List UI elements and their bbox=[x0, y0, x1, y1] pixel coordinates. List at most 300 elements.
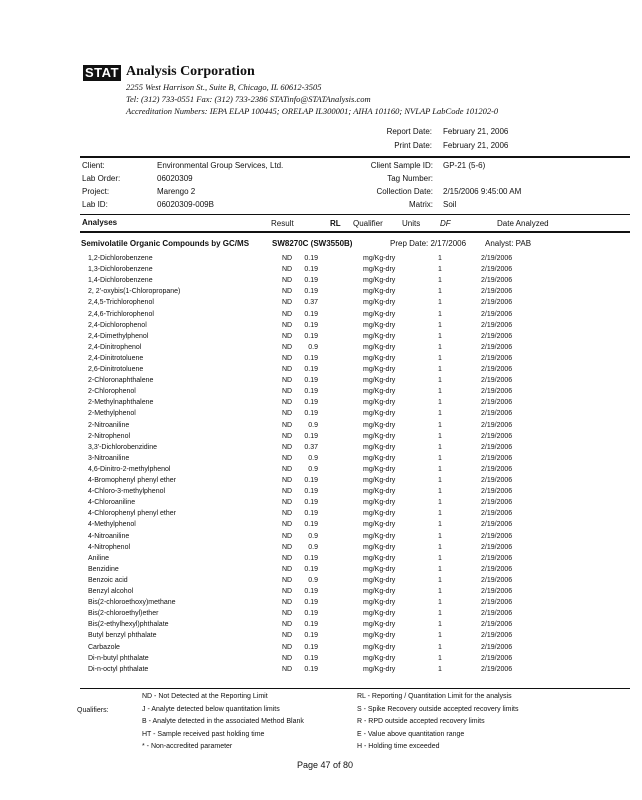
lab-id-value: 06020309-009B bbox=[157, 200, 214, 209]
client-label: Client: bbox=[82, 161, 105, 170]
units: mg/Kg-dry bbox=[363, 299, 396, 307]
dilution-factor: 1 bbox=[438, 488, 442, 496]
reporting-limit: 0.19 bbox=[304, 588, 318, 595]
matrix-value: Soil bbox=[443, 200, 457, 209]
date-analyzed: 2/19/2006 bbox=[481, 277, 513, 285]
dilution-factor: 1 bbox=[438, 576, 442, 584]
dilution-factor: 1 bbox=[438, 632, 442, 640]
table-row bbox=[0, 566, 642, 577]
dilution-factor: 1 bbox=[438, 432, 442, 440]
reporting-limit: 0.37 bbox=[304, 299, 318, 307]
reporting-limit: 0.9 bbox=[308, 576, 318, 584]
col-result: Result bbox=[271, 219, 294, 228]
analyte-name: 4-Methylphenol bbox=[88, 521, 136, 529]
reporting-limit: 0.19 bbox=[304, 499, 318, 507]
result: ND bbox=[282, 643, 293, 651]
analyte-name: 2,4-Dinitrophenol bbox=[88, 343, 142, 351]
lab-order-value: 06020309 bbox=[157, 174, 193, 183]
dilution-factor: 1 bbox=[438, 399, 442, 407]
reporting-limit: 0.19 bbox=[304, 654, 318, 662]
analyte-name: 4,6-Dinitro-2-methylphenol bbox=[88, 465, 171, 473]
result: ND bbox=[282, 654, 293, 662]
client-value: Environmental Group Services, Ltd. bbox=[157, 161, 284, 170]
date-analyzed: 2/19/2006 bbox=[481, 410, 513, 418]
sample-id-label: Client Sample ID: bbox=[370, 161, 433, 170]
result: ND bbox=[282, 576, 293, 584]
date-analyzed: 2/19/2006 bbox=[481, 432, 513, 440]
result: ND bbox=[282, 299, 293, 307]
divider bbox=[80, 231, 630, 233]
date-analyzed: 2/19/2006 bbox=[481, 421, 513, 429]
analyte-name: 2-Methylphenol bbox=[88, 410, 136, 418]
result: ND bbox=[282, 343, 293, 351]
units: mg/Kg-dry bbox=[363, 532, 396, 540]
units: mg/Kg-dry bbox=[363, 554, 396, 562]
table-row bbox=[0, 533, 642, 544]
table-row bbox=[0, 599, 642, 610]
analyte-name: Benzidine bbox=[88, 565, 119, 573]
result: ND bbox=[282, 410, 293, 418]
reporting-limit: 0.19 bbox=[304, 510, 318, 518]
date-analyzed: 2/19/2006 bbox=[481, 621, 513, 629]
dilution-factor: 1 bbox=[438, 499, 442, 507]
dilution-factor: 1 bbox=[438, 410, 442, 418]
table-row bbox=[0, 266, 642, 277]
date-analyzed: 2/19/2006 bbox=[481, 465, 513, 473]
dilution-factor: 1 bbox=[438, 599, 442, 607]
date-analyzed: 2/19/2006 bbox=[481, 643, 513, 651]
result: ND bbox=[282, 588, 293, 595]
accreditation: Accreditation Numbers: IEPA ELAP 100445; ORELAP IL300001; AIHA 101160; NVLAP LabCode 101202-0 bbox=[126, 106, 499, 116]
analyte-name: 2,4-Dimethylphenol bbox=[88, 332, 149, 340]
units: mg/Kg-dry bbox=[363, 643, 396, 651]
result: ND bbox=[282, 665, 293, 673]
reporting-limit: 0.19 bbox=[304, 388, 318, 396]
date-analyzed: 2/19/2006 bbox=[481, 488, 513, 496]
page-number: Page 47 of 80 bbox=[297, 760, 354, 770]
units: mg/Kg-dry bbox=[363, 576, 396, 584]
table-row bbox=[0, 377, 642, 388]
table-row bbox=[0, 322, 642, 333]
table-row bbox=[0, 344, 642, 355]
dilution-factor: 1 bbox=[438, 610, 442, 618]
result: ND bbox=[282, 465, 293, 473]
units: mg/Kg-dry bbox=[363, 510, 396, 518]
analyte-name: 4-Chlorophenyl phenyl ether bbox=[88, 510, 176, 518]
result: ND bbox=[282, 632, 293, 640]
units: mg/Kg-dry bbox=[363, 621, 396, 629]
dilution-factor: 1 bbox=[438, 588, 442, 595]
result: ND bbox=[282, 377, 293, 385]
result: ND bbox=[282, 354, 293, 362]
reporting-limit: 0.9 bbox=[308, 532, 318, 540]
date-analyzed: 2/19/2006 bbox=[481, 521, 513, 529]
table-row bbox=[0, 366, 642, 377]
reporting-limit: 0.19 bbox=[304, 366, 318, 373]
result: ND bbox=[282, 532, 293, 540]
table-row bbox=[0, 499, 642, 510]
dilution-factor: 1 bbox=[438, 477, 442, 484]
qualifier-definition: RL - Reporting / Quantitation Limit for the analysis bbox=[357, 693, 512, 700]
date-analyzed: 2/19/2006 bbox=[481, 588, 513, 595]
collection-date-value: 2/15/2006 9:45:00 AM bbox=[443, 187, 522, 196]
dilution-factor: 1 bbox=[438, 665, 442, 673]
dilution-factor: 1 bbox=[438, 255, 442, 262]
analyte-name: Di-n-butyl phthalate bbox=[88, 654, 149, 662]
col-date-analyzed: Date Analyzed bbox=[497, 219, 549, 228]
date-analyzed: 2/19/2006 bbox=[481, 354, 513, 362]
result: ND bbox=[282, 399, 293, 407]
result: ND bbox=[282, 443, 293, 451]
dilution-factor: 1 bbox=[438, 421, 442, 429]
dilution-factor: 1 bbox=[438, 377, 442, 385]
project-value: Marengo 2 bbox=[157, 187, 196, 196]
date-analyzed: 2/19/2006 bbox=[481, 310, 513, 318]
units: mg/Kg-dry bbox=[363, 654, 396, 662]
qualifier-definition: S - Spike Recovery outside accepted recovery limits bbox=[357, 705, 519, 713]
reporting-limit: 0.9 bbox=[308, 543, 318, 551]
table-row bbox=[0, 255, 642, 266]
date-analyzed: 2/19/2006 bbox=[481, 399, 513, 407]
result: ND bbox=[282, 321, 293, 329]
analyte-name: 2-Nitroaniline bbox=[88, 421, 130, 429]
date-analyzed: 2/19/2006 bbox=[481, 266, 513, 274]
report-date-label: Report Date: bbox=[386, 127, 432, 136]
dilution-factor: 1 bbox=[438, 443, 442, 451]
units: mg/Kg-dry bbox=[363, 443, 396, 451]
result: ND bbox=[282, 277, 293, 285]
analyte-name: 2-Chloronaphthalene bbox=[88, 377, 154, 385]
analyte-name: 2-Chlorophenol bbox=[88, 388, 136, 396]
divider bbox=[80, 688, 630, 689]
analyte-name: Aniline bbox=[88, 554, 110, 562]
reporting-limit: 0.19 bbox=[304, 266, 318, 274]
table-row bbox=[0, 422, 642, 433]
print-date-value: February 21, 2006 bbox=[443, 141, 509, 150]
table-row bbox=[0, 455, 642, 466]
units: mg/Kg-dry bbox=[363, 354, 396, 362]
collection-date-label: Collection Date: bbox=[376, 187, 433, 196]
reporting-limit: 0.19 bbox=[304, 277, 318, 285]
units: mg/Kg-dry bbox=[363, 421, 396, 429]
table-row bbox=[0, 588, 642, 599]
report-date-value: February 21, 2006 bbox=[443, 127, 509, 136]
units: mg/Kg-dry bbox=[363, 377, 396, 385]
result: ND bbox=[282, 599, 293, 607]
reporting-limit: 0.19 bbox=[304, 621, 318, 629]
date-analyzed: 2/19/2006 bbox=[481, 499, 513, 507]
units: mg/Kg-dry bbox=[363, 266, 396, 274]
reporting-limit: 0.19 bbox=[304, 310, 318, 318]
result: ND bbox=[282, 543, 293, 551]
units: mg/Kg-dry bbox=[363, 432, 396, 440]
date-analyzed: 2/19/2006 bbox=[481, 599, 513, 607]
analyte-name: 4-Nitrophenol bbox=[88, 543, 131, 551]
table-row bbox=[0, 410, 642, 421]
analyte-name: Butyl benzyl phthalate bbox=[88, 632, 157, 640]
table-row bbox=[0, 311, 642, 322]
dilution-factor: 1 bbox=[438, 388, 442, 396]
result: ND bbox=[282, 432, 293, 440]
units: mg/Kg-dry bbox=[363, 255, 396, 262]
qualifier-definition: HT - Sample received past holding time bbox=[142, 730, 265, 738]
dilution-factor: 1 bbox=[438, 299, 442, 307]
dilution-factor: 1 bbox=[438, 510, 442, 518]
analyte-name: 2,4,5-Trichlorophenol bbox=[88, 299, 154, 307]
table-row bbox=[0, 510, 642, 521]
analyte-name: 2,6-Dinitrotoluene bbox=[88, 366, 144, 373]
units: mg/Kg-dry bbox=[363, 288, 396, 296]
company-address: 2255 West Harrison St., Suite B, Chicago, IL 60612-3505 bbox=[126, 82, 322, 92]
table-row bbox=[0, 355, 642, 366]
table-row bbox=[0, 544, 642, 555]
dilution-factor: 1 bbox=[438, 288, 442, 296]
reporting-limit: 0.37 bbox=[304, 443, 318, 451]
company-name: Analysis Corporation bbox=[126, 64, 255, 79]
table-row bbox=[0, 488, 642, 499]
qualifier-definition: * - Non-accredited parameter bbox=[142, 743, 233, 750]
reporting-limit: 0.19 bbox=[304, 354, 318, 362]
section-prep-date: Prep Date: 2/17/2006 bbox=[390, 239, 467, 248]
units: mg/Kg-dry bbox=[363, 366, 396, 373]
units: mg/Kg-dry bbox=[363, 277, 396, 285]
table-row bbox=[0, 277, 642, 288]
result: ND bbox=[282, 488, 293, 496]
date-analyzed: 2/19/2006 bbox=[481, 343, 513, 351]
qualifier-definition: B - Analyte detected in the associated Method Blank bbox=[142, 718, 304, 725]
analyte-name: 2,4,6-Trichlorophenol bbox=[88, 310, 154, 318]
reporting-limit: 0.19 bbox=[304, 632, 318, 640]
sample-id-value: GP-21 (5-6) bbox=[443, 161, 486, 170]
reporting-limit: 0.19 bbox=[304, 288, 318, 296]
result: ND bbox=[282, 510, 293, 518]
date-analyzed: 2/19/2006 bbox=[481, 299, 513, 307]
dilution-factor: 1 bbox=[438, 654, 442, 662]
divider bbox=[80, 156, 630, 158]
col-units: Units bbox=[402, 219, 421, 228]
col-qualifier: Qualifier bbox=[353, 219, 383, 228]
table-row bbox=[0, 577, 642, 588]
dilution-factor: 1 bbox=[438, 354, 442, 362]
table-row bbox=[0, 655, 642, 666]
reporting-limit: 0.19 bbox=[304, 432, 318, 440]
table-row bbox=[0, 644, 642, 655]
table-row bbox=[0, 555, 642, 566]
reporting-limit: 0.9 bbox=[308, 454, 318, 462]
dilution-factor: 1 bbox=[438, 521, 442, 529]
date-analyzed: 2/19/2006 bbox=[481, 543, 513, 551]
analyte-name: 4-Chloroaniline bbox=[88, 499, 136, 507]
result: ND bbox=[282, 565, 293, 573]
date-analyzed: 2/19/2006 bbox=[481, 388, 513, 396]
dilution-factor: 1 bbox=[438, 465, 442, 473]
reporting-limit: 0.19 bbox=[304, 643, 318, 651]
reporting-limit: 0.19 bbox=[304, 488, 318, 496]
result: ND bbox=[282, 366, 293, 373]
units: mg/Kg-dry bbox=[363, 310, 396, 318]
date-analyzed: 2/19/2006 bbox=[481, 321, 513, 329]
reporting-limit: 0.9 bbox=[308, 465, 318, 473]
dilution-factor: 1 bbox=[438, 543, 442, 551]
reporting-limit: 0.9 bbox=[308, 421, 318, 429]
reporting-limit: 0.19 bbox=[304, 399, 318, 407]
table-row bbox=[0, 610, 642, 621]
table-row bbox=[0, 466, 642, 477]
dilution-factor: 1 bbox=[438, 266, 442, 274]
date-analyzed: 2/19/2006 bbox=[481, 665, 513, 673]
table-row bbox=[0, 288, 642, 299]
analyte-name: 2,4-Dichlorophenol bbox=[88, 321, 147, 329]
date-analyzed: 2/19/2006 bbox=[481, 510, 513, 518]
date-analyzed: 2/19/2006 bbox=[481, 632, 513, 640]
analyte-name: Bis(2-chloroethoxy)methane bbox=[88, 599, 176, 607]
analyte-name: Bis(2-chloroethyl)ether bbox=[88, 610, 159, 618]
date-analyzed: 2/19/2006 bbox=[481, 443, 513, 451]
date-analyzed: 2/19/2006 bbox=[481, 610, 513, 618]
analyte-name: 2-Nitrophenol bbox=[88, 432, 131, 440]
print-date-label: Print Date: bbox=[394, 141, 432, 150]
table-row bbox=[0, 666, 642, 677]
divider bbox=[80, 214, 630, 215]
section-analyst: Analyst: PAB bbox=[485, 239, 532, 248]
reporting-limit: 0.19 bbox=[304, 332, 318, 340]
reporting-limit: 0.19 bbox=[304, 521, 318, 529]
analyte-name: Di-n-octyl phthalate bbox=[88, 665, 149, 673]
date-analyzed: 2/19/2006 bbox=[481, 654, 513, 662]
units: mg/Kg-dry bbox=[363, 610, 396, 618]
date-analyzed: 2/19/2006 bbox=[481, 477, 513, 484]
analyte-name: 2, 2'-oxybis(1-Chloropropane) bbox=[88, 288, 181, 296]
table-row bbox=[0, 477, 642, 488]
table-row bbox=[0, 632, 642, 643]
reporting-limit: 0.19 bbox=[304, 321, 318, 329]
table-row bbox=[0, 444, 642, 455]
analyte-name: Benzoic acid bbox=[88, 576, 128, 584]
date-analyzed: 2/19/2006 bbox=[481, 377, 513, 385]
qualifiers-label: Qualifiers: bbox=[77, 707, 109, 714]
reporting-limit: 0.19 bbox=[304, 610, 318, 618]
date-analyzed: 2/19/2006 bbox=[481, 554, 513, 562]
result: ND bbox=[282, 388, 293, 396]
units: mg/Kg-dry bbox=[363, 465, 396, 473]
reporting-limit: 0.19 bbox=[304, 410, 318, 418]
dilution-factor: 1 bbox=[438, 332, 442, 340]
units: mg/Kg-dry bbox=[363, 665, 396, 673]
dilution-factor: 1 bbox=[438, 321, 442, 329]
result: ND bbox=[282, 421, 293, 429]
dilution-factor: 1 bbox=[438, 277, 442, 285]
analyte-name: 1,3-Dichlorobenzene bbox=[88, 266, 153, 274]
units: mg/Kg-dry bbox=[363, 588, 396, 595]
result: ND bbox=[282, 477, 293, 484]
units: mg/Kg-dry bbox=[363, 599, 396, 607]
section-title: Semivolatile Organic Compounds by GC/MS bbox=[81, 239, 250, 248]
reporting-limit: 0.19 bbox=[304, 599, 318, 607]
date-analyzed: 2/19/2006 bbox=[481, 366, 513, 373]
units: mg/Kg-dry bbox=[363, 388, 396, 396]
analyte-name: 1,2-Dichlorobenzene bbox=[88, 255, 153, 262]
result: ND bbox=[282, 521, 293, 529]
reporting-limit: 0.19 bbox=[304, 554, 318, 562]
col-analyses: Analyses bbox=[82, 218, 118, 227]
analyte-name: Bis(2-ethylhexyl)phthalate bbox=[88, 621, 169, 629]
table-row bbox=[0, 299, 642, 310]
table-row bbox=[0, 521, 642, 532]
result: ND bbox=[282, 621, 293, 629]
table-row bbox=[0, 333, 642, 344]
table-row bbox=[0, 388, 642, 399]
company-contact: Tel: (312) 733-0551 Fax: (312) 733-2386 STATinfo@STATAnalysis.com bbox=[126, 94, 371, 104]
analyte-name: Benzyl alcohol bbox=[88, 588, 134, 595]
units: mg/Kg-dry bbox=[363, 321, 396, 329]
analyte-name: 1,4-Dichlorobenzene bbox=[88, 277, 153, 285]
units: mg/Kg-dry bbox=[363, 565, 396, 573]
units: mg/Kg-dry bbox=[363, 543, 396, 551]
stat-logo: STAT bbox=[85, 65, 120, 80]
result: ND bbox=[282, 610, 293, 618]
reporting-limit: 0.19 bbox=[304, 565, 318, 573]
date-analyzed: 2/19/2006 bbox=[481, 565, 513, 573]
dilution-factor: 1 bbox=[438, 621, 442, 629]
reporting-limit: 0.19 bbox=[304, 377, 318, 385]
qualifier-definition: J - Analyte detected below quantitation limits bbox=[142, 705, 280, 713]
date-analyzed: 2/19/2006 bbox=[481, 288, 513, 296]
result: ND bbox=[282, 332, 293, 340]
section-method: SW8270C (SW3550B) bbox=[272, 239, 353, 248]
reporting-limit: 0.19 bbox=[304, 665, 318, 673]
reporting-limit: 0.9 bbox=[308, 343, 318, 351]
units: mg/Kg-dry bbox=[363, 477, 396, 484]
date-analyzed: 2/19/2006 bbox=[481, 532, 513, 540]
dilution-factor: 1 bbox=[438, 532, 442, 540]
table-row bbox=[0, 433, 642, 444]
units: mg/Kg-dry bbox=[363, 332, 396, 340]
units: mg/Kg-dry bbox=[363, 410, 396, 418]
units: mg/Kg-dry bbox=[363, 632, 396, 640]
dilution-factor: 1 bbox=[438, 343, 442, 351]
result: ND bbox=[282, 499, 293, 507]
tag-number-label: Tag Number: bbox=[387, 174, 433, 183]
result: ND bbox=[282, 454, 293, 462]
table-row bbox=[0, 399, 642, 410]
lab-id-label: Lab ID: bbox=[82, 200, 108, 209]
result: ND bbox=[282, 288, 293, 296]
analyte-name: 3,3'-Dichlorobenzidine bbox=[88, 443, 158, 451]
analyte-name: 2,4-Dinitrotoluene bbox=[88, 354, 144, 362]
analyte-name: 2-Methylnaphthalene bbox=[88, 399, 154, 407]
units: mg/Kg-dry bbox=[363, 454, 396, 462]
units: mg/Kg-dry bbox=[363, 488, 396, 496]
reporting-limit: 0.19 bbox=[304, 255, 318, 262]
lab-order-label: Lab Order: bbox=[82, 174, 121, 183]
qualifier-definition: R - RPD outside accepted recovery limits bbox=[357, 718, 485, 725]
project-label: Project: bbox=[82, 187, 110, 196]
dilution-factor: 1 bbox=[438, 366, 442, 373]
units: mg/Kg-dry bbox=[363, 399, 396, 407]
col-rl: RL bbox=[330, 219, 341, 228]
result: ND bbox=[282, 266, 293, 274]
units: mg/Kg-dry bbox=[363, 499, 396, 507]
date-analyzed: 2/19/2006 bbox=[481, 332, 513, 340]
table-row bbox=[0, 621, 642, 632]
matrix-label: Matrix: bbox=[409, 200, 433, 209]
analyte-name: 4-Chloro-3-methylphenol bbox=[88, 488, 166, 496]
dilution-factor: 1 bbox=[438, 554, 442, 562]
analyte-name: 4-Nitroaniline bbox=[88, 532, 130, 540]
result: ND bbox=[282, 554, 293, 562]
dilution-factor: 1 bbox=[438, 454, 442, 462]
date-analyzed: 2/19/2006 bbox=[481, 576, 513, 584]
